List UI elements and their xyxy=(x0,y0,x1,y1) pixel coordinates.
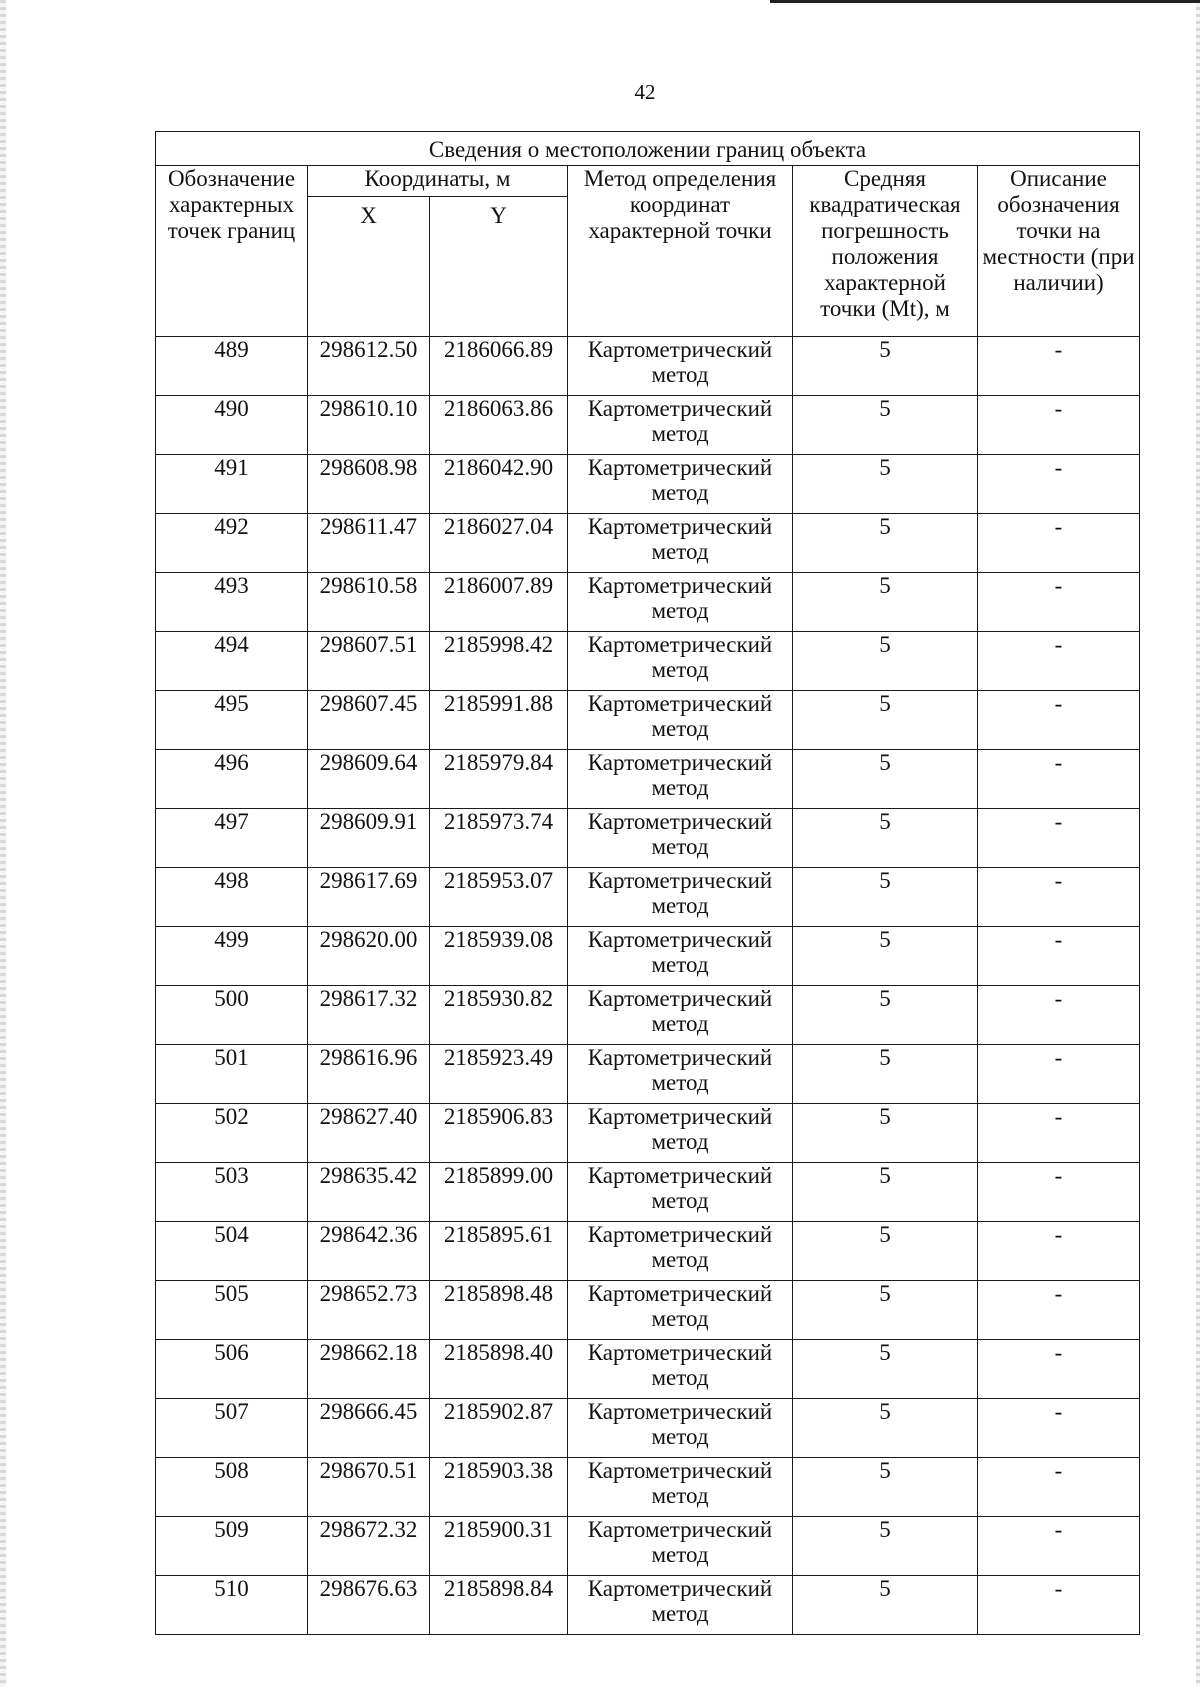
y-cell: 2185930.82 xyxy=(430,986,568,1045)
method-line-2: метод xyxy=(651,1365,709,1390)
x-cell: 298670.51 xyxy=(308,1458,430,1517)
y-cell: 2185939.08 xyxy=(430,927,568,986)
method-cell xyxy=(568,1281,793,1340)
description-cell: - xyxy=(978,1576,1140,1635)
table-row xyxy=(156,455,1140,514)
error-cell: 5 xyxy=(793,1340,978,1399)
method-cell xyxy=(568,514,793,573)
table-row xyxy=(156,1340,1140,1399)
error-cell: 5 xyxy=(793,986,978,1045)
error-cell: 5 xyxy=(793,455,978,514)
point-cell: 509 xyxy=(156,1517,308,1576)
method-line-1: Картометрический xyxy=(587,1576,773,1601)
error-cell: 5 xyxy=(793,1576,978,1635)
method-line-1: Картометрический xyxy=(587,337,773,362)
method-cell xyxy=(568,1458,793,1517)
y-cell: 2186066.89 xyxy=(430,337,568,396)
method-line-2: метод xyxy=(651,1542,709,1567)
description-cell: - xyxy=(978,1104,1140,1163)
table-row xyxy=(156,809,1140,868)
method-line-1: Картометрический xyxy=(587,1458,773,1483)
method-cell xyxy=(568,632,793,691)
y-cell: 2186027.04 xyxy=(430,514,568,573)
table-row xyxy=(156,396,1140,455)
method-line-2: метод xyxy=(651,1011,709,1036)
error-cell: 5 xyxy=(793,514,978,573)
y-cell: 2185902.87 xyxy=(430,1399,568,1458)
description-cell: - xyxy=(978,927,1140,986)
y-cell: 2185973.74 xyxy=(430,809,568,868)
point-cell: 496 xyxy=(156,750,308,809)
y-cell: 2185898.48 xyxy=(430,1281,568,1340)
method-line-2: метод xyxy=(651,952,709,977)
method-cell xyxy=(568,455,793,514)
description-cell: - xyxy=(978,750,1140,809)
method-line-2: метод xyxy=(651,362,709,387)
y-cell: 2185903.38 xyxy=(430,1458,568,1517)
error-cell: 5 xyxy=(793,750,978,809)
method-line-1: Картометрический xyxy=(587,1045,773,1070)
header-y: Y xyxy=(430,197,568,337)
method-line-2: метод xyxy=(651,1601,709,1626)
description-cell: - xyxy=(978,632,1140,691)
y-cell: 2185953.07 xyxy=(430,868,568,927)
error-cell: 5 xyxy=(793,809,978,868)
description-cell: - xyxy=(978,337,1140,396)
error-cell: 5 xyxy=(793,927,978,986)
method-line-1: Картометрический xyxy=(587,809,773,834)
error-cell: 5 xyxy=(793,868,978,927)
description-cell: - xyxy=(978,1458,1140,1517)
point-cell: 508 xyxy=(156,1458,308,1517)
method-cell xyxy=(568,1576,793,1635)
method-line-2: метод xyxy=(651,1188,709,1213)
x-cell: 298635.42 xyxy=(308,1163,430,1222)
method-line-2: метод xyxy=(651,1070,709,1095)
method-line-2: метод xyxy=(651,1424,709,1449)
method-line-1: Картометрический xyxy=(587,455,773,480)
point-cell: 505 xyxy=(156,1281,308,1340)
y-cell: 2185898.84 xyxy=(430,1576,568,1635)
error-cell: 5 xyxy=(793,337,978,396)
error-cell: 5 xyxy=(793,1458,978,1517)
y-cell: 2185900.31 xyxy=(430,1517,568,1576)
header-x: X xyxy=(308,197,430,337)
method-line-2: метод xyxy=(651,834,709,859)
table-row xyxy=(156,1222,1140,1281)
method-line-1: Картометрический xyxy=(587,396,773,421)
error-cell: 5 xyxy=(793,1399,978,1458)
method-cell xyxy=(568,868,793,927)
error-cell: 5 xyxy=(793,573,978,632)
point-cell: 490 xyxy=(156,396,308,455)
x-cell: 298666.45 xyxy=(308,1399,430,1458)
method-cell xyxy=(568,691,793,750)
header-coordinates: Координаты, м xyxy=(308,166,568,197)
x-cell: 298610.58 xyxy=(308,573,430,632)
y-cell: 2185906.83 xyxy=(430,1104,568,1163)
method-cell xyxy=(568,1517,793,1576)
method-line-2: метод xyxy=(651,1483,709,1508)
method-cell xyxy=(568,809,793,868)
method-cell xyxy=(568,1340,793,1399)
method-line-2: метод xyxy=(651,716,709,741)
x-cell: 298609.91 xyxy=(308,809,430,868)
table-caption: Сведения о местоположении границ объекта xyxy=(156,132,1140,166)
point-cell: 503 xyxy=(156,1163,308,1222)
header-method: Метод определения координат характерной точки xyxy=(568,166,793,337)
table-row xyxy=(156,986,1140,1045)
x-cell: 298609.64 xyxy=(308,750,430,809)
table-row xyxy=(156,691,1140,750)
description-cell: - xyxy=(978,691,1140,750)
y-cell: 2185991.88 xyxy=(430,691,568,750)
x-cell: 298607.51 xyxy=(308,632,430,691)
description-cell: - xyxy=(978,396,1140,455)
method-line-2: метод xyxy=(651,1129,709,1154)
table-row xyxy=(156,337,1140,396)
description-cell: - xyxy=(978,986,1140,1045)
y-cell: 2185898.40 xyxy=(430,1340,568,1399)
point-cell: 491 xyxy=(156,455,308,514)
method-line-2: метод xyxy=(651,893,709,918)
method-line-2: метод xyxy=(651,480,709,505)
method-line-2: метод xyxy=(651,1306,709,1331)
point-cell: 504 xyxy=(156,1222,308,1281)
table-row xyxy=(156,573,1140,632)
point-cell: 492 xyxy=(156,514,308,573)
error-cell: 5 xyxy=(793,1045,978,1104)
method-line-1: Картометрический xyxy=(587,514,773,539)
description-cell: - xyxy=(978,1517,1140,1576)
point-cell: 497 xyxy=(156,809,308,868)
method-line-1: Картометрический xyxy=(587,1281,773,1306)
point-cell: 510 xyxy=(156,1576,308,1635)
y-cell: 2186042.90 xyxy=(430,455,568,514)
method-cell xyxy=(568,1045,793,1104)
x-cell: 298611.47 xyxy=(308,514,430,573)
method-line-1: Картометрический xyxy=(587,1517,773,1542)
method-cell xyxy=(568,986,793,1045)
point-cell: 498 xyxy=(156,868,308,927)
x-cell: 298616.96 xyxy=(308,1045,430,1104)
x-cell: 298627.40 xyxy=(308,1104,430,1163)
x-cell: 298642.36 xyxy=(308,1222,430,1281)
point-cell: 495 xyxy=(156,691,308,750)
x-cell: 298617.32 xyxy=(308,986,430,1045)
table-row xyxy=(156,514,1140,573)
y-cell: 2185979.84 xyxy=(430,750,568,809)
table-row xyxy=(156,1399,1140,1458)
description-cell: - xyxy=(978,868,1140,927)
table-row xyxy=(156,1104,1140,1163)
point-cell: 506 xyxy=(156,1340,308,1399)
method-line-1: Картометрический xyxy=(587,868,773,893)
y-cell: 2186007.89 xyxy=(430,573,568,632)
table-row xyxy=(156,750,1140,809)
method-cell xyxy=(568,1104,793,1163)
error-cell: 5 xyxy=(793,632,978,691)
point-cell: 501 xyxy=(156,1045,308,1104)
method-line-1: Картометрический xyxy=(587,1222,773,1247)
table-row xyxy=(156,1281,1140,1340)
point-cell: 493 xyxy=(156,573,308,632)
scan-edge-right xyxy=(1196,0,1200,1686)
table-row xyxy=(156,1045,1140,1104)
method-line-1: Картометрический xyxy=(587,1104,773,1129)
table-row xyxy=(156,632,1140,691)
x-cell: 298610.10 xyxy=(308,396,430,455)
error-cell: 5 xyxy=(793,691,978,750)
error-cell: 5 xyxy=(793,1517,978,1576)
method-line-2: метод xyxy=(651,539,709,564)
point-cell: 500 xyxy=(156,986,308,1045)
method-cell xyxy=(568,927,793,986)
method-cell xyxy=(568,750,793,809)
method-cell xyxy=(568,337,793,396)
table-row xyxy=(156,1576,1140,1635)
method-line-1: Картометрический xyxy=(587,632,773,657)
method-line-2: метод xyxy=(651,657,709,682)
table-row xyxy=(156,868,1140,927)
description-cell: - xyxy=(978,455,1140,514)
description-cell: - xyxy=(978,1399,1140,1458)
x-cell: 298662.18 xyxy=(308,1340,430,1399)
method-line-2: метод xyxy=(651,775,709,800)
method-line-2: метод xyxy=(651,598,709,623)
y-cell: 2186063.86 xyxy=(430,396,568,455)
method-line-1: Картометрический xyxy=(587,986,773,1011)
point-cell: 499 xyxy=(156,927,308,986)
table-body xyxy=(156,337,1140,1635)
table-row xyxy=(156,927,1140,986)
method-line-2: метод xyxy=(651,1247,709,1272)
x-cell: 298617.69 xyxy=(308,868,430,927)
x-cell: 298620.00 xyxy=(308,927,430,986)
table-row xyxy=(156,1163,1140,1222)
y-cell: 2185895.61 xyxy=(430,1222,568,1281)
method-line-1: Картометрический xyxy=(587,573,773,598)
method-line-1: Картометрический xyxy=(587,1399,773,1424)
x-cell: 298652.73 xyxy=(308,1281,430,1340)
method-line-1: Картометрический xyxy=(587,927,773,952)
point-cell: 494 xyxy=(156,632,308,691)
y-cell: 2185923.49 xyxy=(430,1045,568,1104)
description-cell: - xyxy=(978,809,1140,868)
method-line-2: метод xyxy=(651,421,709,446)
header-error: Средняя квадратическая погрешность положения характерной точки (Mt), м xyxy=(793,166,978,337)
description-cell: - xyxy=(978,514,1140,573)
method-cell xyxy=(568,396,793,455)
method-line-1: Картометрический xyxy=(587,1163,773,1188)
method-line-1: Картометрический xyxy=(587,691,773,716)
x-cell: 298612.50 xyxy=(308,337,430,396)
scan-edge-left xyxy=(0,0,6,1686)
point-cell: 489 xyxy=(156,337,308,396)
description-cell: - xyxy=(978,573,1140,632)
description-cell: - xyxy=(978,1222,1140,1281)
y-cell: 2185899.00 xyxy=(430,1163,568,1222)
x-cell: 298676.63 xyxy=(308,1576,430,1635)
method-cell xyxy=(568,1222,793,1281)
header-description: Описание обозначения точки на местности (при наличии) xyxy=(978,166,1140,337)
point-cell: 507 xyxy=(156,1399,308,1458)
method-cell xyxy=(568,1399,793,1458)
method-line-1: Картометрический xyxy=(587,1340,773,1365)
y-cell: 2185998.42 xyxy=(430,632,568,691)
error-cell: 5 xyxy=(793,1281,978,1340)
method-cell xyxy=(568,573,793,632)
error-cell: 5 xyxy=(793,396,978,455)
header-point: Обозначение характерных точек границ xyxy=(156,166,308,337)
table-row xyxy=(156,1517,1140,1576)
error-cell: 5 xyxy=(793,1163,978,1222)
top-rule xyxy=(770,0,1200,3)
x-cell: 298607.45 xyxy=(308,691,430,750)
error-cell: 5 xyxy=(793,1222,978,1281)
description-cell: - xyxy=(978,1163,1140,1222)
description-cell: - xyxy=(978,1045,1140,1104)
method-cell xyxy=(568,1163,793,1222)
error-cell: 5 xyxy=(793,1104,978,1163)
page-number: 42 xyxy=(634,80,656,104)
table-row xyxy=(156,1458,1140,1517)
point-cell: 502 xyxy=(156,1104,308,1163)
method-line-1: Картометрический xyxy=(587,750,773,775)
x-cell: 298608.98 xyxy=(308,455,430,514)
x-cell: 298672.32 xyxy=(308,1517,430,1576)
description-cell: - xyxy=(978,1281,1140,1340)
boundary-coordinates-table xyxy=(155,131,1140,1635)
description-cell: - xyxy=(978,1340,1140,1399)
